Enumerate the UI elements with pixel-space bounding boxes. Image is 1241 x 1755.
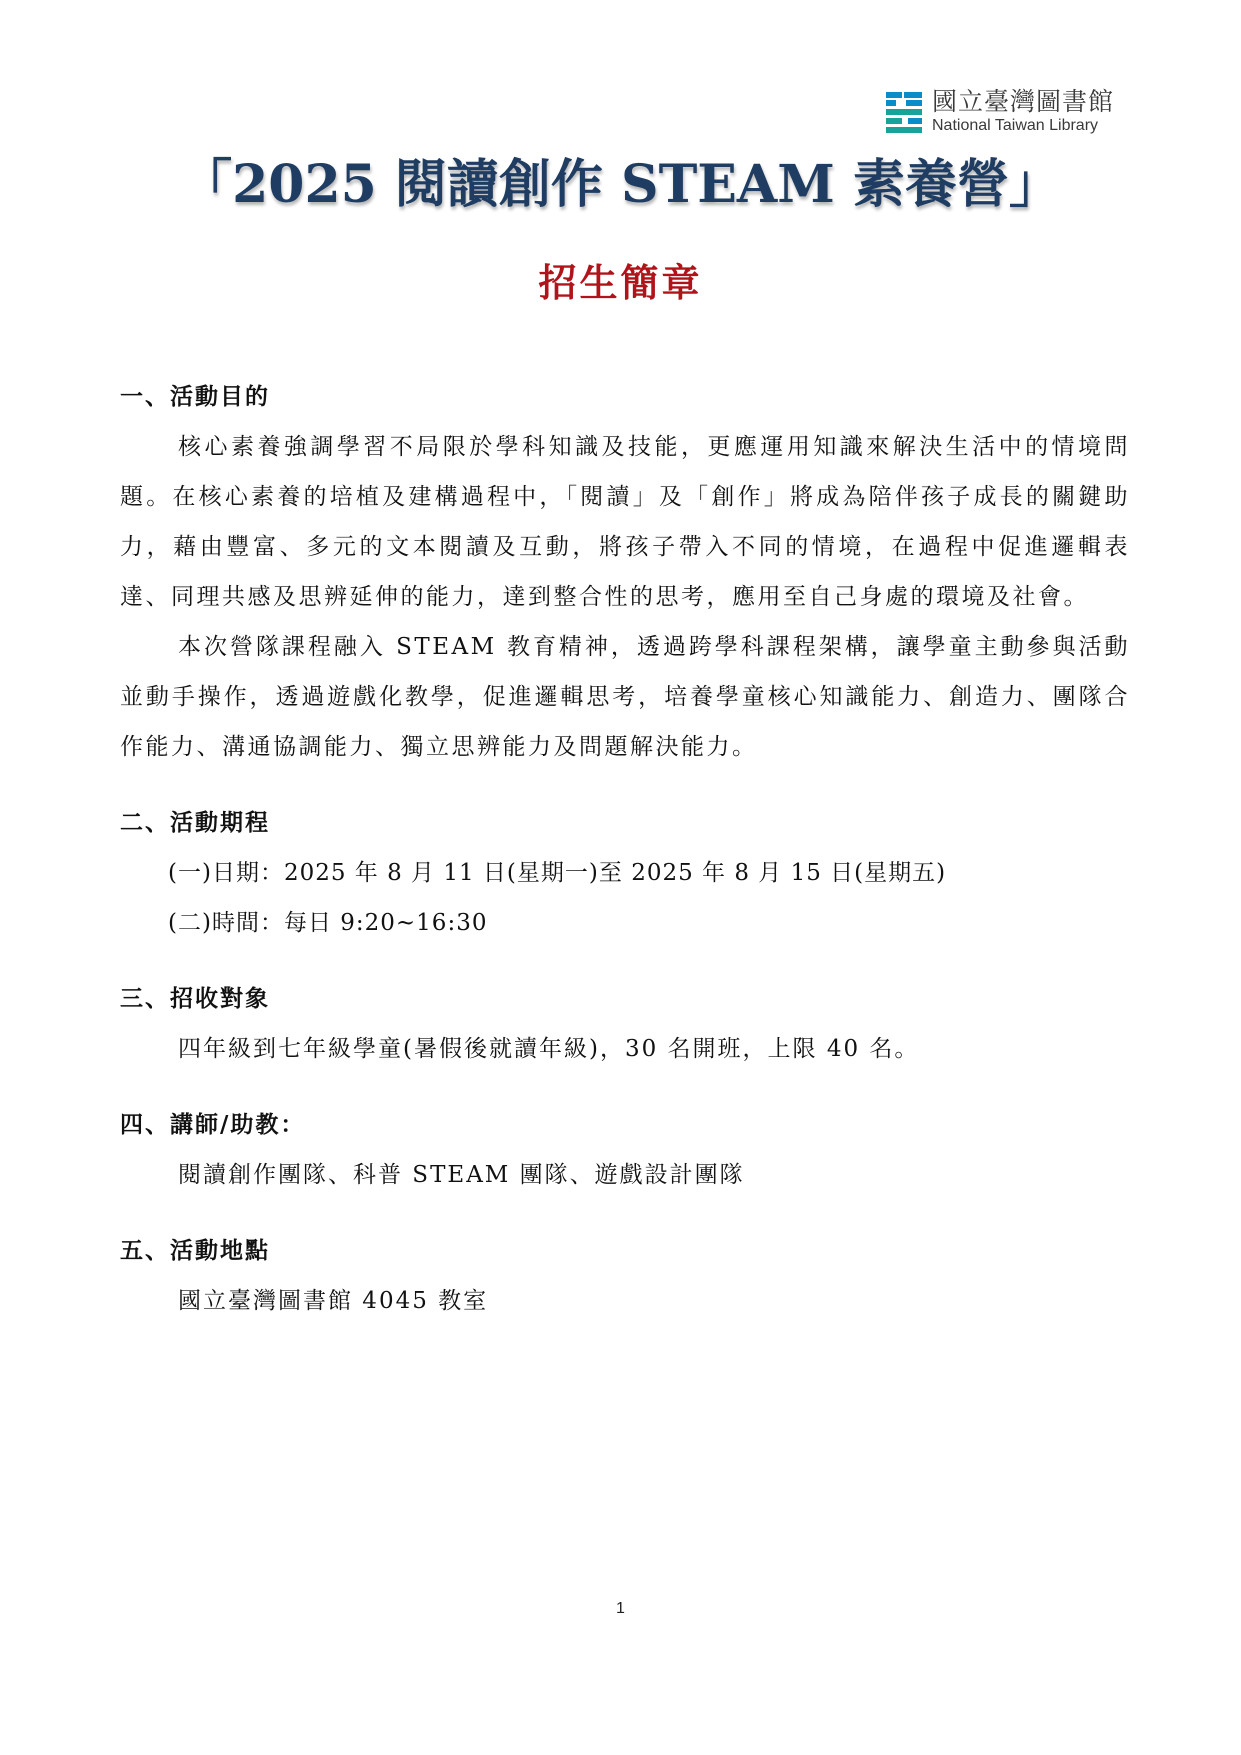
- logo-name-zh: 國立臺灣圖書館: [932, 87, 1115, 116]
- page-subtitle: 招生簡章: [538, 260, 703, 305]
- paragraph: 本次營隊課程融入 STEAM 教育精神，透過跨學科課程架構，讓學童主動參與活動並動手操作，透過遊戲化教學，促進邏輯思考，培養學童核心知識能力、創造力、團隊合作能力、溝通協調能力、獨立思辨能力及問題解決能力。: [120, 634, 1130, 760]
- page-title: 「2025 閱讀創作 STEAM 素養營」: [180, 154, 1061, 215]
- section-location: [120, 1226, 1130, 1326]
- instructors-text: 閱讀創作團隊、科普 STEAM 團隊、遊戲設計團隊: [178, 1162, 745, 1188]
- schedule-date: (一)日期：2025 年 8 月 11 日(星期一)至 2025 年 8 月 15 日(星期五): [168, 860, 947, 886]
- section-heading: 三、招收對象: [120, 986, 270, 1012]
- paragraph: 核心素養強調學習不局限於學科知識及技能，更應運用知識來解決生活中的情境問題。在核心素養的培植及建構過程中，「閱讀」及「創作」將成為陪伴孩子成長的關鍵助力，藉由豐富、多元的文本閱讀及互動，將孩子帶入不同的情境，在過程中促進邏輯表達、同理共感及思辨延伸的能力，達到整合性的思考，應用至自己身處的環境及社會。: [120, 434, 1130, 610]
- library-logo: [884, 88, 1134, 138]
- section-instructors: [120, 1100, 1130, 1200]
- logo-name-en: National Taiwan Library: [932, 117, 1099, 134]
- section-heading: 二、活動期程: [120, 810, 270, 836]
- section-heading: 五、活動地點: [120, 1238, 270, 1264]
- audience-text: 四年級到七年級學童(暑假後就讀年級)，30 名開班，上限 40 名。: [178, 1036, 920, 1062]
- section-heading: 四、講師/助教：: [120, 1112, 306, 1138]
- location-text: 國立臺灣圖書館 4045 教室: [178, 1288, 489, 1314]
- section-schedule: [120, 798, 1130, 948]
- document-body: [120, 372, 1130, 1352]
- section-purpose: [120, 372, 1130, 772]
- library-logo-icon: [884, 90, 924, 134]
- section-audience: [120, 974, 1130, 1074]
- section-heading: 一、活動目的: [120, 384, 270, 410]
- page-number: 1: [616, 1600, 625, 1617]
- schedule-time: (二)時間：每日 9:20~16:30: [168, 910, 488, 936]
